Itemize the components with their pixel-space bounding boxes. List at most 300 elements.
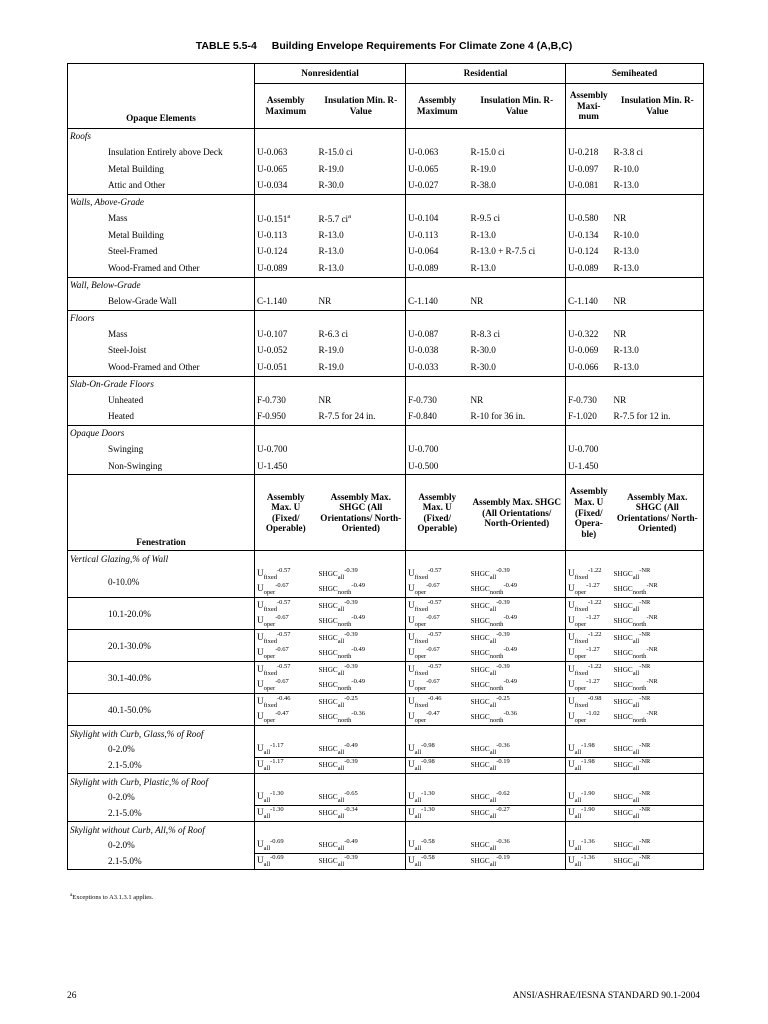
subscript: north bbox=[632, 621, 647, 629]
subscript: oper bbox=[414, 621, 427, 629]
skylight-row bbox=[68, 741, 704, 757]
superscript: -0.57 bbox=[428, 566, 442, 574]
column-header: Assembly Max. U (Fixed/ Opera- ble) bbox=[566, 475, 612, 551]
value-cell bbox=[612, 458, 704, 475]
value-cell: U-0.052 bbox=[255, 342, 317, 359]
u-factor-cell: $U_{oper}^{-0.67}$ bbox=[255, 614, 317, 630]
subscript: all bbox=[263, 765, 271, 773]
shgc-cell bbox=[317, 662, 406, 678]
u-factor-cell: $U_{all}^{-1.30}$ bbox=[255, 805, 317, 822]
subscript: oper bbox=[263, 589, 276, 597]
section-name: Floors bbox=[68, 310, 255, 326]
row-label: Metal Building bbox=[68, 227, 255, 244]
superscript: -1.27 bbox=[586, 582, 600, 590]
row-label: Below-Grade Wall bbox=[68, 293, 255, 310]
superscript: -0.39 bbox=[496, 662, 510, 670]
subscript: fixed bbox=[263, 605, 277, 613]
subscript: oper bbox=[263, 717, 276, 725]
superscript: -1.22 bbox=[588, 630, 602, 638]
shgc-cell bbox=[612, 805, 704, 822]
superscript: -0.98 bbox=[588, 694, 602, 702]
shgc-cell bbox=[317, 853, 406, 870]
value-cell: R-15.0 ci bbox=[470, 147, 505, 158]
subscript: all bbox=[414, 796, 422, 804]
shgc-label: SHGC bbox=[613, 761, 633, 770]
empty-cell bbox=[612, 551, 704, 567]
subscript: all bbox=[632, 605, 640, 613]
superscript: -NR bbox=[639, 789, 651, 797]
value-cell: R-19.0 bbox=[318, 361, 344, 372]
shgc-cell bbox=[317, 582, 406, 598]
superscript: -NR bbox=[639, 566, 651, 574]
u-factor-cell: $U_{oper}^{-0.67}$ bbox=[406, 646, 469, 662]
empty-cell bbox=[317, 129, 406, 145]
row-label: 2.1-5.0% bbox=[68, 853, 255, 870]
empty-cell bbox=[255, 425, 317, 441]
shgc-label: SHGC bbox=[318, 665, 338, 674]
shgc-cell bbox=[469, 614, 566, 630]
empty-cell bbox=[612, 195, 704, 211]
superscript: -1.22 bbox=[588, 566, 602, 574]
shgc-cell bbox=[612, 710, 704, 726]
shgc-label: SHGC bbox=[318, 857, 338, 866]
column-header: Insulation Min. R-Value bbox=[317, 84, 406, 129]
column-header: Assembly Max. SHGC (All Orientations/ North-Oriented) bbox=[317, 475, 406, 551]
shgc-label: SHGC bbox=[613, 840, 633, 849]
subscript: all bbox=[414, 861, 422, 869]
subscript: all bbox=[337, 701, 345, 709]
shgc-cell bbox=[612, 757, 704, 774]
shgc-label: SHGC bbox=[318, 601, 338, 610]
table-row bbox=[68, 243, 704, 260]
value-cell bbox=[469, 458, 566, 475]
row-label: Metal Building bbox=[68, 161, 255, 178]
shgc-cell bbox=[612, 630, 704, 646]
value-cell: NR bbox=[612, 392, 704, 409]
value-cell: R-13.0 bbox=[612, 260, 704, 277]
u-factor-cell: $U_{oper}^{-0.67}$ bbox=[255, 678, 317, 694]
superscript: -1.27 bbox=[586, 614, 600, 622]
row-label: Steel-Joist bbox=[68, 342, 255, 359]
shgc-cell bbox=[612, 598, 704, 614]
value-cell: R-13.0 bbox=[318, 229, 344, 240]
subscript: all bbox=[263, 861, 271, 869]
value-cell: U-0.027 bbox=[406, 177, 469, 194]
u-factor-cell: $U_{fixed}^{-1.22}$ bbox=[566, 566, 612, 582]
section-row bbox=[68, 195, 704, 211]
empty-cell bbox=[612, 376, 704, 392]
subscript: all bbox=[574, 813, 582, 821]
shgc-label: SHGC bbox=[470, 840, 490, 849]
value-cell: U-0.066 bbox=[566, 359, 612, 376]
u-factor-cell: $U_{all}^{-1.17}$ bbox=[255, 741, 317, 757]
section-row bbox=[68, 129, 704, 145]
section-row bbox=[68, 774, 704, 790]
value-cell: U-0.113 bbox=[255, 227, 317, 244]
shgc-label: SHGC bbox=[318, 681, 338, 690]
superscript: -0.49 bbox=[344, 837, 358, 845]
subscript: all bbox=[632, 844, 640, 852]
superscript: -1.98 bbox=[581, 758, 595, 766]
superscript: -0.58 bbox=[421, 837, 435, 845]
value-cell: U-0.700 bbox=[406, 441, 469, 458]
shgc-label: SHGC bbox=[470, 617, 490, 626]
table-row bbox=[68, 227, 704, 244]
superscript: -0.98 bbox=[421, 741, 435, 749]
skylight-row bbox=[68, 837, 704, 853]
shgc-label: SHGC bbox=[470, 713, 490, 722]
subscript: all bbox=[337, 605, 345, 613]
superscript: -0.67 bbox=[426, 678, 440, 686]
shgc-cell bbox=[317, 789, 406, 805]
column-header: Assembly Max. U (Fixed/ Operable) bbox=[406, 475, 469, 551]
value-cell: R-13.0 bbox=[318, 246, 344, 257]
empty-cell bbox=[406, 551, 469, 567]
section-name: Skylight without Curb, All,% of Roof bbox=[68, 822, 255, 838]
superscript: -0.39 bbox=[496, 598, 510, 606]
superscript: -1.17 bbox=[270, 741, 284, 749]
empty-cell bbox=[255, 726, 317, 742]
subscript: all bbox=[337, 669, 345, 677]
superscript: a bbox=[287, 212, 291, 220]
shgc-label: SHGC bbox=[613, 633, 633, 642]
subscript: fixed bbox=[574, 669, 589, 677]
section-row bbox=[68, 425, 704, 441]
row-label: Wood-Framed and Other bbox=[68, 359, 255, 376]
subscript: all bbox=[337, 796, 345, 804]
shgc-label: SHGC bbox=[470, 744, 490, 753]
subscript: north bbox=[489, 621, 504, 629]
shgc-label: SHGC bbox=[318, 761, 338, 770]
section-name: Wall, Below-Grade bbox=[68, 277, 255, 293]
shgc-cell bbox=[317, 646, 406, 662]
section-row bbox=[68, 376, 704, 392]
header-blank bbox=[68, 64, 255, 129]
table-caption: Building Envelope Requirements For Climate Zone 4 (A,B,C) bbox=[271, 40, 573, 52]
value-cell: U-0.064 bbox=[406, 243, 469, 260]
shgc-cell bbox=[317, 630, 406, 646]
subscript: all bbox=[263, 748, 271, 756]
shgc-label: SHGC bbox=[318, 809, 338, 818]
value-cell: R-30.0 bbox=[470, 361, 496, 372]
u-factor-cell: $U_{fixed}^{-0.57}$ bbox=[255, 630, 317, 646]
empty-cell bbox=[317, 376, 406, 392]
superscript: -0.49 bbox=[351, 646, 365, 654]
superscript: -NR bbox=[646, 678, 658, 686]
glazing-row bbox=[68, 566, 704, 582]
subscript: all bbox=[489, 844, 497, 852]
u-factor-cell: $U_{all}^{-1.30}$ bbox=[406, 789, 469, 805]
row-label: 0-2.0% bbox=[68, 789, 255, 805]
value-cell: NR bbox=[318, 295, 332, 306]
superscript: -0.39 bbox=[496, 630, 510, 638]
u-factor-cell: $U_{all}^{-1.90}$ bbox=[566, 789, 612, 805]
section-name: Slab-On-Grade Floors bbox=[68, 376, 255, 392]
value-cell: NR bbox=[318, 394, 332, 405]
value-cell: F-1.020 bbox=[566, 408, 612, 425]
header-group-row bbox=[68, 64, 704, 84]
superscript: -1.90 bbox=[581, 806, 595, 814]
value-cell: R-10.0 bbox=[612, 227, 704, 244]
superscript: -0.36 bbox=[503, 710, 517, 718]
subscript: all bbox=[632, 637, 640, 645]
empty-cell bbox=[469, 774, 566, 790]
subscript: north bbox=[337, 685, 352, 693]
shgc-label: SHGC bbox=[318, 713, 338, 722]
value-cell: F-0.950 bbox=[255, 408, 317, 425]
u-factor-cell: $U_{all}^{-0.69}$ bbox=[255, 853, 317, 870]
subscript: all bbox=[489, 796, 497, 804]
empty-cell bbox=[612, 774, 704, 790]
superscript: -1.22 bbox=[588, 598, 602, 606]
section-name: Roofs bbox=[68, 129, 255, 145]
u-factor-cell: $U_{all}^{-1.30}$ bbox=[255, 789, 317, 805]
value-cell: R-13.0 + R-7.5 ci bbox=[470, 246, 536, 257]
value-cell: C-1.140 bbox=[566, 293, 612, 310]
superscript: -NR bbox=[639, 758, 651, 766]
superscript: -0.58 bbox=[421, 854, 435, 862]
superscript: -0.49 bbox=[503, 678, 517, 686]
group-header: Semiheated bbox=[566, 64, 704, 84]
superscript: -0.49 bbox=[503, 582, 517, 590]
subscript: all bbox=[337, 813, 345, 821]
superscript: -0.39 bbox=[344, 854, 358, 862]
empty-cell bbox=[469, 277, 566, 293]
superscript: -1.30 bbox=[421, 789, 435, 797]
subscript: oper bbox=[263, 621, 276, 629]
value-cell: R-13.0 bbox=[612, 243, 704, 260]
glazing-row bbox=[68, 694, 704, 710]
superscript: -0.47 bbox=[275, 710, 289, 718]
subscript: all bbox=[632, 573, 640, 581]
superscript: -NR bbox=[646, 710, 658, 718]
subscript: all bbox=[337, 748, 345, 756]
value-cell: U-0.065 bbox=[406, 161, 469, 178]
superscript: -0.49 bbox=[344, 741, 358, 749]
row-label: Mass bbox=[68, 326, 255, 343]
shgc-cell bbox=[612, 566, 704, 582]
subscript: fixed bbox=[414, 701, 429, 709]
subscript: all bbox=[263, 813, 271, 821]
table-row bbox=[68, 408, 704, 425]
row-label: Insulation Entirely above Deck bbox=[68, 144, 255, 161]
superscript: -0.67 bbox=[275, 582, 289, 590]
empty-cell bbox=[566, 129, 612, 145]
u-factor-cell: $U_{fixed}^{-0.57}$ bbox=[406, 566, 469, 582]
superscript: -0.65 bbox=[344, 789, 358, 797]
superscript: -0.49 bbox=[351, 678, 365, 686]
shgc-cell bbox=[317, 598, 406, 614]
subscript: north bbox=[337, 621, 352, 629]
shgc-cell bbox=[317, 678, 406, 694]
superscript: -1.90 bbox=[581, 789, 595, 797]
shgc-cell bbox=[317, 566, 406, 582]
value-cell: U-0.089 bbox=[255, 260, 317, 277]
row-label: Heated bbox=[68, 408, 255, 425]
footnote bbox=[70, 893, 153, 901]
value-cell: U-0.134 bbox=[566, 227, 612, 244]
empty-cell bbox=[317, 195, 406, 211]
shgc-cell bbox=[469, 837, 566, 853]
superscript: -0.19 bbox=[496, 854, 510, 862]
subscript: all bbox=[489, 701, 497, 709]
u-factor-cell: $U_{all}^{-1.30}$ bbox=[406, 805, 469, 822]
section-name: Walls, Above-Grade bbox=[68, 195, 255, 211]
empty-cell bbox=[317, 822, 406, 838]
shgc-label: SHGC bbox=[613, 857, 633, 866]
row-label: 0-10.0% bbox=[68, 566, 255, 598]
subscript: north bbox=[632, 653, 647, 661]
empty-cell bbox=[317, 774, 406, 790]
superscript: -0.57 bbox=[428, 630, 442, 638]
subscript: north bbox=[632, 685, 647, 693]
superscript: -0.39 bbox=[344, 662, 358, 670]
value-cell: U-0.113 bbox=[406, 227, 469, 244]
subscript: north bbox=[337, 653, 352, 661]
subscript: fixed bbox=[263, 637, 277, 645]
skylight-row bbox=[68, 789, 704, 805]
footnote-marker: a bbox=[70, 893, 73, 898]
empty-cell bbox=[566, 277, 612, 293]
empty-cell bbox=[255, 310, 317, 326]
subscript: all bbox=[337, 844, 345, 852]
shgc-label: SHGC bbox=[613, 809, 633, 818]
shgc-label: SHGC bbox=[470, 697, 490, 706]
column-header: Insulation Min. R-Value bbox=[469, 84, 566, 129]
value-cell: U-0.097 bbox=[566, 161, 612, 178]
value-cell: U-0.063 bbox=[406, 144, 469, 161]
value-cell: U-0.104 bbox=[406, 210, 469, 227]
shgc-label: SHGC bbox=[470, 649, 490, 658]
shgc-label: SHGC bbox=[613, 617, 633, 626]
subscript: all bbox=[414, 813, 422, 821]
empty-cell bbox=[317, 425, 406, 441]
u-factor-cell: $U_{fixed}^{-0.57}$ bbox=[406, 598, 469, 614]
section-name: Opaque Doors bbox=[68, 425, 255, 441]
empty-cell bbox=[566, 195, 612, 211]
superscript: -0.98 bbox=[421, 758, 435, 766]
group-header: Nonresidential bbox=[255, 64, 406, 84]
value-cell: NR bbox=[612, 293, 704, 310]
superscript: -1.17 bbox=[270, 758, 284, 766]
section-name: Vertical Glazing,% of Wall bbox=[68, 551, 255, 567]
subscript: fixed bbox=[574, 637, 589, 645]
shgc-cell bbox=[612, 662, 704, 678]
u-factor-cell: $U_{oper}^{-1.27}$ bbox=[566, 678, 612, 694]
superscript: -1.30 bbox=[270, 806, 284, 814]
glazing-row bbox=[68, 598, 704, 614]
shgc-label: SHGC bbox=[613, 649, 633, 658]
value-cell: R-6.3 ci bbox=[318, 328, 349, 339]
value-cell: R-7.5 for 24 in. bbox=[318, 411, 376, 422]
subscript: north bbox=[489, 717, 504, 725]
superscript: -0.36 bbox=[351, 710, 365, 718]
empty-cell bbox=[612, 129, 704, 145]
shgc-cell bbox=[469, 757, 566, 774]
table-row bbox=[68, 210, 704, 227]
section-row bbox=[68, 726, 704, 742]
section-row bbox=[68, 310, 704, 326]
row-label: 2.1-5.0% bbox=[68, 757, 255, 774]
shgc-cell bbox=[469, 694, 566, 710]
superscript: -0.34 bbox=[344, 806, 358, 814]
value-cell: C-1.140 bbox=[255, 293, 317, 310]
u-factor-cell: $U_{fixed}^{-0.57}$ bbox=[406, 662, 469, 678]
value-cell: U-0.089 bbox=[406, 260, 469, 277]
u-factor-cell: $U_{fixed}^{-0.57}$ bbox=[406, 630, 469, 646]
value-cell: NR bbox=[612, 326, 704, 343]
value-cell: U-1.450 bbox=[255, 458, 317, 475]
value-cell: U-0.580 bbox=[566, 210, 612, 227]
superscript: -NR bbox=[639, 837, 651, 845]
subscript: all bbox=[414, 748, 422, 756]
shgc-cell bbox=[317, 757, 406, 774]
shgc-cell bbox=[469, 566, 566, 582]
value-cell: F-0.730 bbox=[566, 392, 612, 409]
value-cell: R-8.3 ci bbox=[470, 328, 501, 339]
shgc-cell bbox=[317, 710, 406, 726]
column-header: Assembly Maxi- mum bbox=[566, 84, 612, 129]
value-cell: U-0.500 bbox=[406, 458, 469, 475]
value-cell bbox=[612, 441, 704, 458]
shgc-cell bbox=[612, 678, 704, 694]
superscript: -0.49 bbox=[503, 646, 517, 654]
value-cell: R-30.0 bbox=[318, 180, 344, 191]
value-cell: R-19.0 bbox=[318, 345, 344, 356]
empty-cell bbox=[255, 376, 317, 392]
value-cell: R-15.0 ci bbox=[318, 147, 353, 158]
shgc-label: SHGC bbox=[470, 761, 490, 770]
superscript: -0.57 bbox=[277, 662, 291, 670]
value-cell: R-19.0 bbox=[318, 163, 344, 174]
subscript: all bbox=[632, 765, 640, 773]
shgc-cell bbox=[469, 805, 566, 822]
shgc-label: SHGC bbox=[318, 649, 338, 658]
u-factor-cell: $U_{fixed}^{-0.98}$ bbox=[566, 694, 612, 710]
u-factor-cell: $U_{all}^{-1.17}$ bbox=[255, 757, 317, 774]
empty-cell bbox=[255, 129, 317, 145]
superscript: -1.22 bbox=[588, 662, 602, 670]
value-cell: R-30.0 bbox=[470, 345, 496, 356]
opaque-elements-header: Opaque Elements bbox=[126, 113, 196, 124]
shgc-label: SHGC bbox=[470, 681, 490, 690]
u-factor-cell: $U_{fixed}^{-1.22}$ bbox=[566, 598, 612, 614]
subscript: all bbox=[574, 796, 582, 804]
subscript: oper bbox=[574, 717, 587, 725]
superscript: -0.49 bbox=[351, 614, 365, 622]
superscript: -NR bbox=[646, 582, 658, 590]
shgc-cell bbox=[469, 582, 566, 598]
value-cell: R-13.0 bbox=[612, 177, 704, 194]
value-cell: R-13.0 bbox=[612, 359, 704, 376]
column-header: Assembly Maximum bbox=[406, 84, 469, 129]
shgc-label: SHGC bbox=[613, 744, 633, 753]
subscript: oper bbox=[574, 589, 587, 597]
superscript: -0.69 bbox=[270, 837, 284, 845]
shgc-label: SHGC bbox=[318, 840, 338, 849]
value-cell: U-0.124 bbox=[566, 243, 612, 260]
u-factor-cell: $U_{all}^{-1.90}$ bbox=[566, 805, 612, 822]
subscript: all bbox=[337, 573, 345, 581]
u-factor-cell: $U_{oper}^{-1.02}$ bbox=[566, 710, 612, 726]
superscript: -NR bbox=[646, 614, 658, 622]
value-cell: R-13.0 bbox=[470, 263, 496, 274]
shgc-label: SHGC bbox=[318, 569, 338, 578]
table-row bbox=[68, 458, 704, 475]
empty-cell bbox=[255, 551, 317, 567]
subscript: all bbox=[337, 861, 345, 869]
value-cell: U-0.081 bbox=[566, 177, 612, 194]
